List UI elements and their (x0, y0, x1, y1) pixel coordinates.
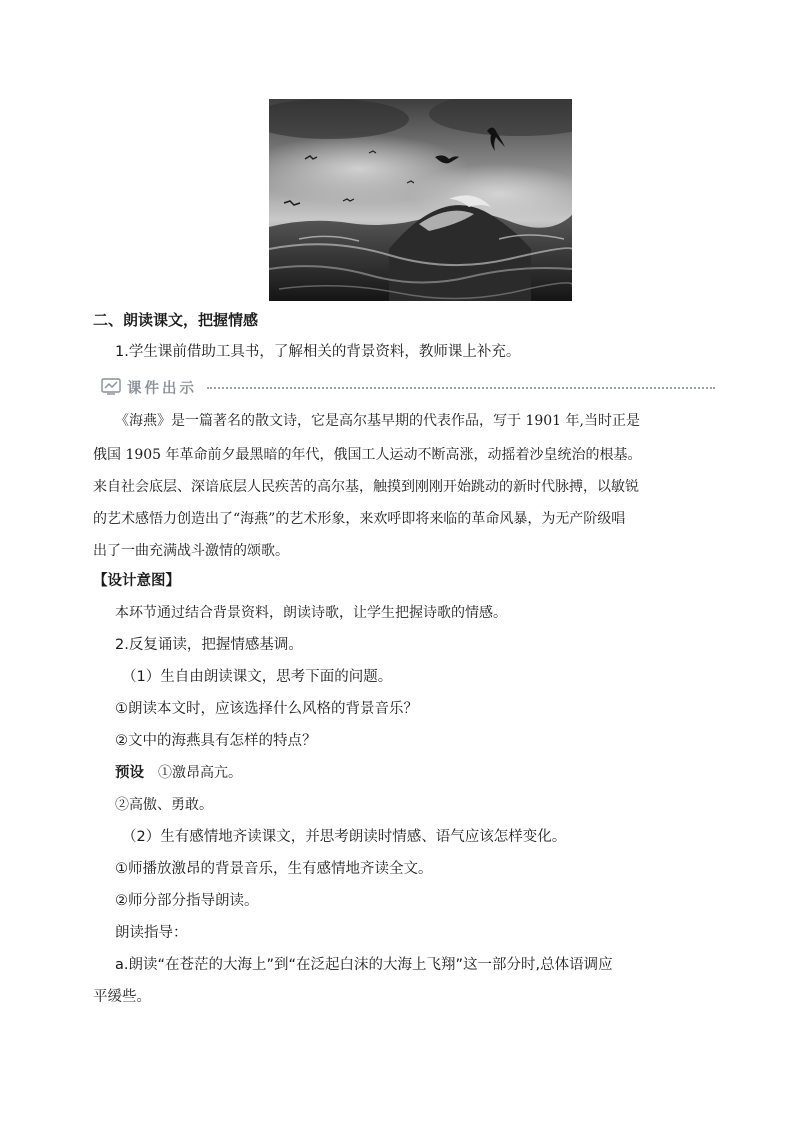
courseware-line: 的艺术感悟力创造出了“海燕”的艺术形象，来欢呼即将来临的革命风暴，为无产阶级唱 (93, 511, 626, 527)
chart-wave-icon (101, 378, 121, 396)
step-2-sub2-item-1: ①师播放激昂的背景音乐，生有感情地齐读全文。 (115, 861, 433, 877)
preset-a1: ①激昂高亢。 (158, 765, 242, 781)
question-1: ①朗读本文时，应该选择什么风格的背景音乐？ (115, 701, 418, 717)
courseware-line: 来自社会底层、深谙底层人民疾苦的高尔基，触摸到刚刚开始跳动的新时代脉搏，以敏锐 (93, 479, 639, 495)
dotted-divider (207, 387, 715, 389)
step-2-sub1: （1）生自由朗读课文，思考下面的问题。 (122, 669, 393, 685)
preset-answer-2: ②高傲、勇敢。 (115, 797, 213, 813)
step-1-text: 1.学生课前借助工具书，了解相关的背景资料，教师课上补充。 (115, 344, 521, 360)
design-intent-heading: 【设计意图】 (93, 573, 180, 589)
step-2-title: 2.反复诵读，把握情感基调。 (115, 637, 303, 653)
question-2: ②文中的海燕具有怎样的特点？ (115, 733, 317, 749)
courseware-line: 俄国 1905 年革命前夕最黑暗的年代，俄国工人运动不断高涨，动摇着沙皇统治的根基。 (93, 447, 642, 463)
preset-answer-1 (115, 763, 242, 783)
design-intent-text: 本环节通过结合背景资料，朗读诗歌，让学生把握诗歌的情感。 (115, 605, 507, 621)
reading-guide-a-line2: 平缓些。 (93, 989, 151, 1005)
seagulls-over-stormy-sea-photo (269, 99, 572, 301)
reading-guide-label: 朗读指导： (115, 925, 188, 941)
courseware-title: 课件出示 (127, 381, 197, 397)
courseware-line: 《海燕》是一篇著名的散文诗，它是高尔基早期的代表作品，写于 1901 年,当时正是 (115, 413, 640, 429)
step-2-sub2: （2）生有感情地齐读课文，并思考朗读时情感、语气应该怎样变化。 (122, 829, 567, 845)
section-heading: 二、朗读课文，把握情感 (93, 311, 259, 329)
reading-guide-a-line1: a.朗读“在苍茫的大海上”到“在泛起白沫的大海上飞翔”这一部分时,总体语调应 (115, 957, 613, 973)
step-2-sub2-item-2: ②师分部分指导朗读。 (115, 893, 259, 909)
courseware-header (101, 376, 715, 400)
photo-drawing (269, 99, 572, 301)
preset-label: 预设 (115, 765, 144, 781)
courseware-line: 出了一曲充满战斗激情的颂歌。 (93, 543, 289, 559)
